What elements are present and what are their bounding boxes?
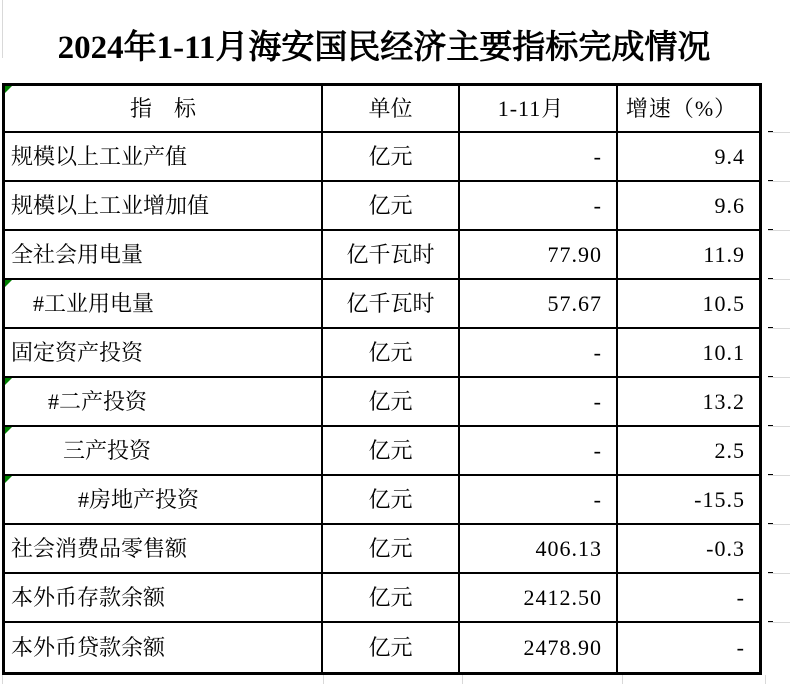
cell-text: 10.1 bbox=[702, 339, 745, 365]
cell-unit[interactable] bbox=[323, 574, 460, 623]
cell-text: 亿千瓦时 bbox=[346, 290, 435, 316]
cell-indicator[interactable] bbox=[5, 476, 323, 525]
cell-value[interactable] bbox=[460, 574, 618, 623]
cell-indicator[interactable] bbox=[5, 182, 323, 231]
cell-text: 社会消费品零售额 bbox=[11, 535, 188, 561]
cell-text: - bbox=[593, 437, 602, 463]
cell-unit[interactable] bbox=[323, 231, 460, 280]
column-gridline bbox=[2, 0, 3, 58]
cell-unit[interactable] bbox=[323, 182, 460, 231]
cell-text: 本外币贷款余额 bbox=[11, 634, 166, 660]
row-gridline bbox=[768, 328, 790, 329]
header-label: 1-11月 bbox=[497, 95, 565, 121]
cell-text: - bbox=[593, 192, 602, 218]
error-flag-icon bbox=[5, 86, 12, 93]
cell-value[interactable] bbox=[460, 427, 618, 476]
cell-growth[interactable] bbox=[618, 623, 759, 672]
cell-value[interactable] bbox=[460, 329, 618, 378]
cell-text: 9.4 bbox=[714, 143, 745, 169]
cell-text: 2.5 bbox=[714, 437, 745, 463]
row-gridline bbox=[768, 475, 790, 476]
cell-unit[interactable] bbox=[323, 378, 460, 427]
cell-text: -0.3 bbox=[706, 535, 745, 561]
cell-text: 亿元 bbox=[368, 634, 413, 660]
cell-value[interactable] bbox=[460, 182, 618, 231]
header-cell-unit[interactable] bbox=[323, 86, 460, 133]
error-flag-icon bbox=[5, 378, 12, 385]
header-cell-growth[interactable] bbox=[618, 86, 759, 133]
cell-indicator[interactable] bbox=[5, 525, 323, 574]
cell-unit[interactable] bbox=[323, 427, 460, 476]
cell-indicator[interactable] bbox=[5, 280, 323, 329]
cell-text: #二产投资 bbox=[48, 388, 148, 414]
cell-text: 亿元 bbox=[368, 535, 413, 561]
cell-indicator[interactable] bbox=[5, 427, 323, 476]
cell-growth[interactable] bbox=[618, 182, 759, 231]
cell-text: 13.2 bbox=[702, 388, 745, 414]
cell-text: 本外币存款余额 bbox=[11, 584, 166, 610]
row-gridline bbox=[768, 279, 790, 280]
cell-text: 10.5 bbox=[702, 290, 745, 316]
cell-growth[interactable] bbox=[618, 329, 759, 378]
cell-growth[interactable] bbox=[618, 427, 759, 476]
cell-text: 亿元 bbox=[368, 143, 413, 169]
row-gridline bbox=[768, 181, 790, 182]
cell-value[interactable] bbox=[460, 525, 618, 574]
cell-text: 亿元 bbox=[368, 584, 413, 610]
cell-indicator[interactable] bbox=[5, 574, 323, 623]
cell-text: 规模以上工业增加值 bbox=[11, 192, 210, 218]
row-gridline bbox=[768, 132, 790, 133]
row-gridline bbox=[768, 230, 790, 231]
cell-unit[interactable] bbox=[323, 280, 460, 329]
header-label: 单位 bbox=[368, 95, 413, 121]
cell-text: 全社会用电量 bbox=[11, 241, 144, 267]
cell-text: 11.9 bbox=[703, 241, 745, 267]
cell-growth[interactable] bbox=[618, 133, 759, 182]
row-gridline bbox=[768, 524, 790, 525]
cell-unit[interactable] bbox=[323, 329, 460, 378]
cell-value[interactable] bbox=[460, 280, 618, 329]
page-title: 2024年1-11月海安国民经济主要指标完成情况 bbox=[57, 30, 711, 66]
column-gridline bbox=[323, 675, 324, 684]
column-gridline bbox=[2, 675, 3, 684]
cell-value[interactable] bbox=[460, 378, 618, 427]
cell-text: 57.67 bbox=[547, 290, 602, 316]
header-label: 指 标 bbox=[129, 95, 196, 121]
cell-text: -15.5 bbox=[694, 486, 745, 512]
cell-indicator[interactable] bbox=[5, 378, 323, 427]
cell-text: 406.13 bbox=[535, 535, 602, 561]
cell-growth[interactable] bbox=[618, 231, 759, 280]
cell-value[interactable] bbox=[460, 231, 618, 280]
cell-text: 2478.90 bbox=[523, 634, 602, 660]
cell-growth[interactable] bbox=[618, 476, 759, 525]
cell-unit[interactable] bbox=[323, 476, 460, 525]
cell-text: 亿元 bbox=[368, 437, 413, 463]
cell-value[interactable] bbox=[460, 476, 618, 525]
cell-value[interactable] bbox=[460, 623, 618, 672]
row-gridline bbox=[768, 622, 790, 623]
error-flag-icon bbox=[5, 476, 12, 483]
cell-text: 亿元 bbox=[368, 388, 413, 414]
cell-growth[interactable] bbox=[618, 280, 759, 329]
cell-text: - bbox=[593, 486, 602, 512]
cell-text: 亿元 bbox=[368, 192, 413, 218]
cell-unit[interactable] bbox=[323, 133, 460, 182]
column-gridline bbox=[622, 675, 623, 684]
column-gridline bbox=[462, 675, 463, 684]
cell-indicator[interactable] bbox=[5, 329, 323, 378]
cell-text: - bbox=[593, 339, 602, 365]
cell-text: - bbox=[736, 634, 745, 660]
cell-text: - bbox=[593, 143, 602, 169]
header-cell-value[interactable] bbox=[460, 86, 618, 133]
cell-text: #工业用电量 bbox=[33, 290, 155, 316]
cell-text: 9.6 bbox=[714, 192, 745, 218]
cell-text: - bbox=[593, 388, 602, 414]
cell-text: 亿千瓦时 bbox=[346, 241, 435, 267]
error-flag-icon bbox=[5, 427, 12, 434]
error-flag-icon bbox=[5, 280, 12, 287]
cell-text: 2412.50 bbox=[523, 584, 602, 610]
cell-unit[interactable] bbox=[323, 525, 460, 574]
cell-growth[interactable] bbox=[618, 574, 759, 623]
cell-value[interactable] bbox=[460, 133, 618, 182]
header-label: 增速（%） bbox=[625, 95, 738, 121]
header-cell-indicator[interactable] bbox=[5, 86, 323, 133]
cell-indicator[interactable] bbox=[5, 231, 323, 280]
cell-text: 三产投资 bbox=[63, 437, 152, 463]
cell-indicator[interactable] bbox=[5, 623, 323, 672]
cell-text: #房地产投资 bbox=[78, 486, 200, 512]
cell-growth[interactable] bbox=[618, 378, 759, 427]
cell-text: 77.90 bbox=[547, 241, 602, 267]
cell-unit[interactable] bbox=[323, 623, 460, 672]
cell-indicator[interactable] bbox=[5, 133, 323, 182]
cell-growth[interactable] bbox=[618, 525, 759, 574]
row-gridline bbox=[768, 377, 790, 378]
indicators-table bbox=[2, 83, 762, 675]
column-gridline bbox=[765, 675, 766, 684]
cell-text: 固定资产投资 bbox=[11, 339, 144, 365]
cell-text: - bbox=[736, 584, 745, 610]
row-gridline bbox=[768, 573, 790, 574]
cell-text: 亿元 bbox=[368, 486, 413, 512]
row-gridline bbox=[768, 426, 790, 427]
cell-text: 亿元 bbox=[368, 339, 413, 365]
cell-text: 规模以上工业产值 bbox=[11, 143, 188, 169]
